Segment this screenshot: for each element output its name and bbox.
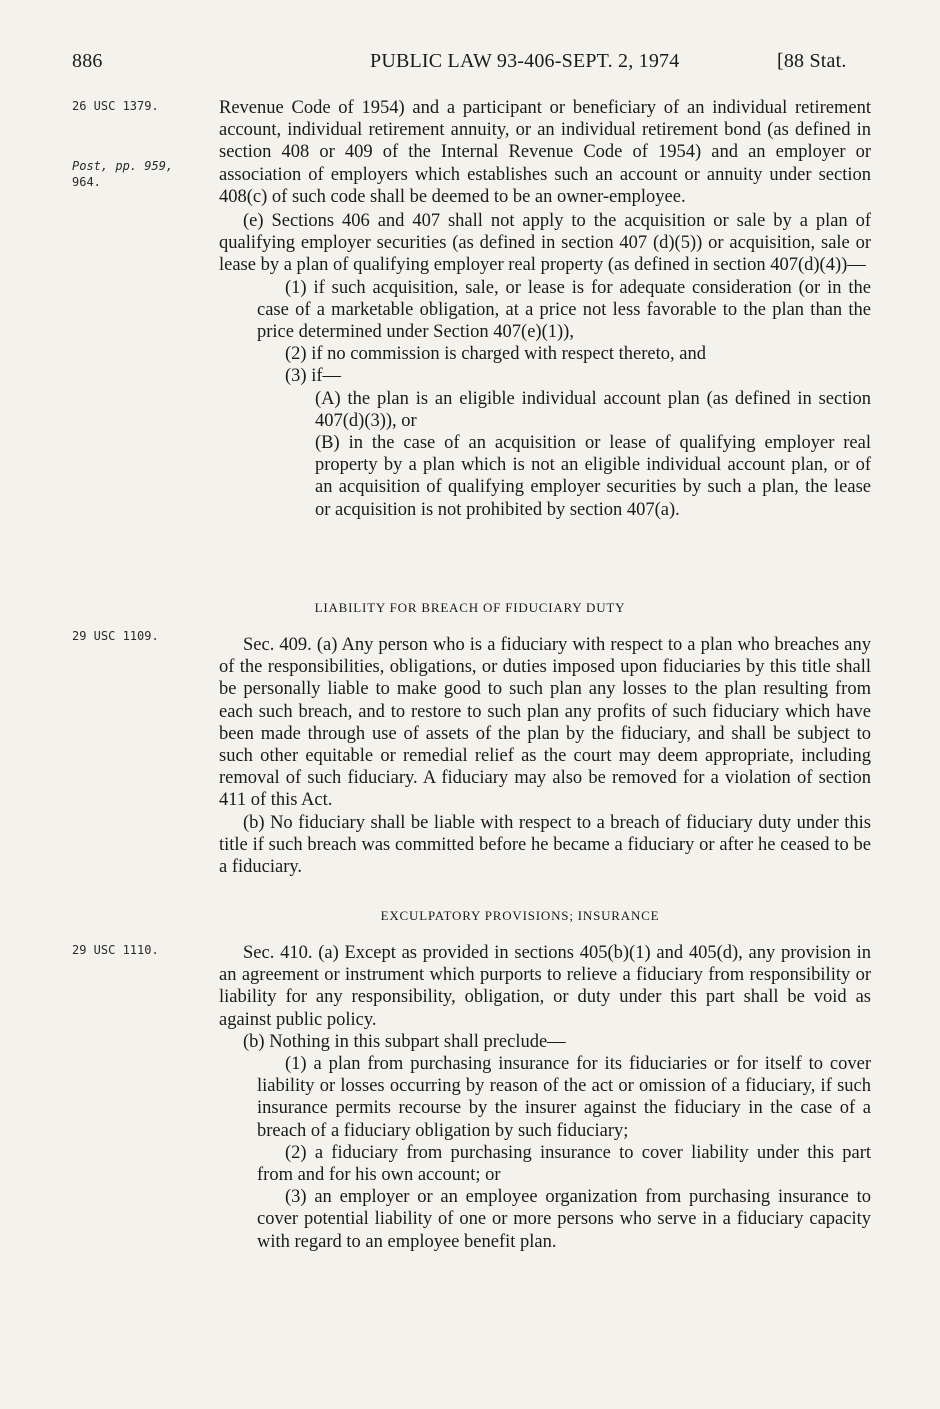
section-409-a: Sec. 409. (a) Any person who is a fiduciary with respect to a plan who breaches any of the responsibilities, obligations, or duties imposed upon fiduciaries by this title shall be personally liable to make good to such plan any losses to the plan resulting from each such breach, and to restore to such plan any profits of such fiduciary which have been made through use of assets of the plan by the fiduciary, and shall be subject to such other equitable or remedial relief as the court may deem appropriate, including removal of such fiduciary. A fiduciary may also be removed for a violation of section 411 of this Act. (219, 635, 871, 811)
paragraph-e3-b (219, 432, 871, 521)
paragraph-e1 (219, 277, 871, 344)
margin-note-29-usc-1110: 29 USC 1110. (72, 943, 159, 957)
law-title: PUBLIC LAW 93-406-SEPT. 2, 1974 (370, 50, 680, 72)
section-410-b3: (3) an employer or an employee organization from purchasing insurance to cover potential liability of one or more persons who serve in a fiduciary capacity with regard to an employee benefit plan. (257, 1187, 871, 1252)
section-410-b: (b) Nothing in this subpart shall preclude— (243, 1031, 566, 1052)
margin-note-post-line2: 964. (72, 175, 101, 189)
paragraph-e3-a (219, 388, 871, 432)
text-block-sec-410 (219, 942, 871, 1253)
margin-note-26-usc-1379: 26 USC 1379. (72, 99, 159, 113)
section-410-a: Sec. 410. (a) Except as provided in sections 405(b)(1) and 405(d), any provision in an agreement or instrument which purports to relieve a fiduciary from responsibility or liability for any responsibility, obligation, or duty under this part shall be void as against public policy. (219, 943, 871, 1030)
section-409-b: (b) No fiduciary shall be liable with respect to a breach of fiduciary duty under this title if such breach was committed before he became a fiduciary or after he ceased to be a fiduciary. (219, 812, 871, 878)
statute-reference: [88 Stat. (777, 50, 847, 72)
paragraph-e: (e) Sections 406 and 407 shall not apply to the acquisition or sale by a plan of qualifying employer securities (as defined in section 407 (d)(5)) or acquisition, sale or lease by a plan of qualifying employer real property (as defined in section 407(d)(4))— (219, 211, 871, 276)
page-number: 886 (72, 50, 103, 72)
paragraph-e3: (3) if— (285, 366, 341, 387)
heading-exculpatory: EXCULPATORY PROVISIONS; INSURANCE (380, 908, 660, 923)
text-block-sec-409 (219, 634, 871, 878)
section-410-b1: (1) a plan from purchasing insurance for its fiduciaries or for itself to cover liability or losses occurring by reason of the act or omission of a fiduciary, if such insurance permits recourse by the insurer against the fiduciary in the case of a breach of a fiduciary obligation by such fiduciary; (257, 1054, 871, 1141)
paragraph-e3-b-text: (B) in the case of an acquisition or lease of qualifying employer real property by a plan which is not an eligible individual account plan, or of an acquisition of qualifying employer securities by such a plan, the lease or acquisition is not prohibited by section 407(a). (315, 433, 871, 520)
heading-liability: LIABILITY FOR BREACH OF FIDUCIARY DUTY (314, 600, 626, 615)
page-header (0, 50, 940, 80)
paragraph-e3-a-text: (A) the plan is an eligible individual account plan (as defined in section 407(d)(3)), or (315, 388, 871, 431)
paragraph-e1-text: (1) if such acquisition, sale, or lease is for adequate consideration (or in the case of a marketable obligation, at a price not less favorable to the plan than the price determined under Section 407(e)(1)), (257, 277, 871, 343)
paragraph-continuation: Revenue Code of 1954) and a participant or beneficiary of an individual retirement account, individual retirement annuity, or an individual retirement bond (as defined in section 408 or 409 of the Internal Revenue Code of 1954) and an employer or association of employers which establishes such an account or annuity under section 408(c) of such code shall be deemed to be an owner-employee. (219, 98, 871, 207)
margin-note-29-usc-1109: 29 USC 1109. (72, 629, 159, 643)
text-block-continuation (219, 97, 871, 521)
section-410-b2: (2) a fiduciary from purchasing insurance to cover liability under this part from and for his own account; or (257, 1142, 871, 1186)
margin-note-post (72, 158, 173, 190)
margin-note-post-line1: Post, pp. 959, (72, 159, 174, 173)
paragraph-e2: (2) if no commission is charged with respect thereto, and (285, 344, 706, 365)
